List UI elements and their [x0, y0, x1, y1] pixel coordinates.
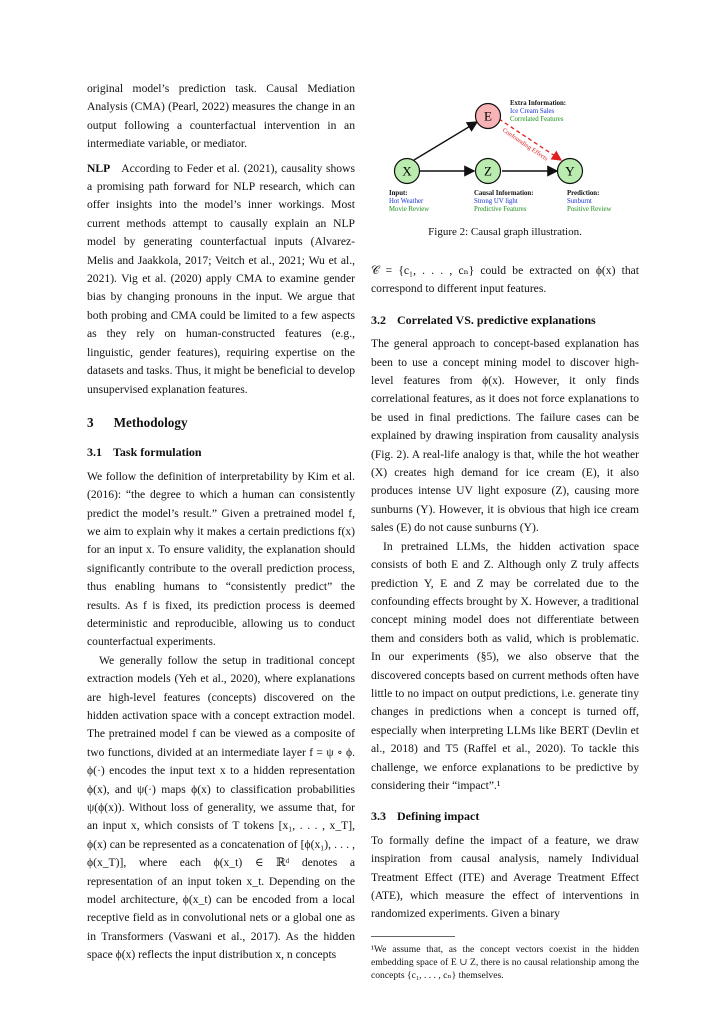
subsection-3-2-heading	[371, 311, 639, 329]
prediction-title: Prediction:	[567, 190, 600, 197]
node-z-label: Z	[484, 163, 492, 179]
subsection-3-1-heading	[87, 443, 355, 461]
subsection-title: Defining impact	[397, 809, 480, 824]
subsection-number: 3.2	[371, 312, 386, 327]
subsection-number: 3.1	[87, 445, 102, 460]
causal-graph-figure	[371, 92, 639, 242]
causal-graph-svg	[371, 92, 639, 222]
footnote-rule	[371, 936, 455, 937]
causal-info-line-2: Predictive Features	[474, 206, 527, 213]
paragraph-pretrained-llms: In pretrained LLMs, the hidden activation space consists of both E and Z. Although only Z truly affects prediction Y, E and Z may be correlated due to the confounding effects brought by X. However, a traditional concept mining model does not differentiate between them and considers both as valid, which is problematic. In our experiments (§5), we also observe that the discovered concepts based on current methods often have little to no impact on output predictions, i.e. generate tiny changes in predictions when a concept is turned off, especially when interpreting LLMs like BERT (Devlin et al., 2018) and T5 (Raffel et al., 2020). To tackle this challenge, we enforce explanations to be predictive by considering their “impact”.¹	[371, 539, 639, 792]
subsection-number: 3.3	[371, 809, 386, 824]
node-e-label: E	[484, 108, 492, 124]
subsection-title: Task formulation	[113, 445, 202, 460]
nlp-text: According to Feder et al. (2021), causality shows a promising path forward for NLP research, which can offer insights into the model’s inner workings. Most current methods attempt to causally explain an NLP model by generating counterfactual inputs (Alvarez-Melis and Jaakkola, 2017; Veitch et al., 2021; Wu et al., 2021). Vig et al. (2020) apply CMA to examine gender bias by changing pronouns in the input. We argue that both probing and CMA could be limited to a few aspects as they rely on human-constructed features (e.g., linguistic, gender features), requiring expertise on the datasets and tasks. Thus, it might be beneficial to develop unsupervised explanation features.	[87, 161, 355, 396]
paragraph-nlp	[87, 160, 355, 399]
prediction-line-2: Positive Review	[567, 206, 612, 213]
causal-info-title: Causal Information:	[474, 190, 534, 197]
paragraph-task-formulation: We follow the definition of interpretability by Kim et al. (2016): “the degree to which a human can consistently predict the model’s result.” Given a pretrained model f, we aim to explain why it makes a certain predictions f(x) for an input x. To ensure validity, the explanation should significantly contribute to the overall prediction process, thus enabling humans to “consistently predict” the results. As f is fixed, its prediction process is deemed deterministic and reproducible, allowing us to conduct counterfactual experiments.	[87, 469, 355, 649]
right-column	[371, 262, 639, 982]
subsection-3-3-heading	[371, 807, 639, 825]
edge-x-e	[414, 122, 477, 160]
section-title: Methodology	[113, 414, 188, 430]
figure-caption: Figure 2: Causal graph illustration.	[428, 226, 582, 238]
input-title: Input:	[389, 190, 408, 197]
section-number: 3	[87, 414, 94, 430]
input-line-1: Hot Weather	[389, 198, 424, 205]
prediction-line-1: Sunburnt	[567, 198, 592, 205]
node-y-label: Y	[565, 163, 575, 179]
extra-info-title: Extra Information:	[510, 100, 567, 107]
edge-e-y-confounding	[499, 119, 561, 160]
extra-info-line-2: Correlated Features	[510, 116, 564, 123]
footnote-1: ¹We assume that, as the concept vectors coexist in the hidden embedding space of E ∪ Z, there is no causal relationship among the concepts {c₁, . . . , cₙ} themselves.	[371, 943, 639, 981]
subsection-title: Correlated VS. predictive explanations	[397, 312, 596, 327]
nlp-run-in-heading: NLP	[87, 161, 111, 175]
causal-info-line-1: Strong UV light	[474, 198, 518, 205]
node-x-label: X	[402, 163, 412, 179]
paragraph-concept-extraction: We generally follow the setup in traditional concept extraction models (Yeh et al., 2020), where explanations are high-level features (concepts) discovered on the hidden activation space with a concept extraction model. The pretrained model f can be viewed as a composite of two functions, divided at an intermediate layer f = ψ ∘ ϕ. ϕ(·) encodes the input text x to a hidden representation ϕ(x), and ψ(·) maps ϕ(x) to classification probabilities ψ(ϕ(x)). Without loss of generality, we assume that, for an input x, which consists of T tokens [x₁, . . . , x_T], ϕ(x) can be represented as a concatenation of [ϕ(x₁), . . . , ϕ(x_T)], where each ϕ(x_t) ∈ ℝᵈ denotes a representation of an input token x_t. Depending on the model architecture, ϕ(x_t) can be encoded from a local receptive field as in convolutional nets or a global one as in Transformers (Vaswani et al., 2017). As the hidden space ϕ(x) reflects the input distribution x, n concepts	[87, 653, 355, 962]
paragraph-correlational: The general approach to concept-based explanation has been to use a concept mining model to discover high-level features from ϕ(x). However, it only finds correlational features, as it does not force explanations to be used in final predictions. The failure cases can be explained by drawing inspiration from causality analysis (Fig. 2). A real-life analogy is that, while the hot weather (X) creates high demand for ice cream (E), it also produces intense UV light exposure (Z), causing more sunburns (Y). However, it is obvious that high ice cream sales (E) do not cause sunburns (Y).	[371, 337, 639, 535]
paragraph-cma: original model’s prediction task. Causal Mediation Analysis (CMA) (Pearl, 2022) measures the change in an output following a counterfactual intervention in an intermediate variable, or mediator.	[87, 82, 355, 151]
extra-info-line-1: Ice Cream Sales	[510, 108, 555, 115]
confounding-label: Confounding Effects	[500, 126, 549, 163]
section-3-heading	[87, 414, 355, 432]
paragraph-concepts-set: 𝒞 = {c₁, . . . , cₙ} could be extracted on ϕ(x) that correspond to different input features.	[371, 264, 639, 296]
left-column	[87, 80, 355, 965]
input-line-2: Movie Review	[389, 206, 430, 213]
paragraph-defining-impact: To formally define the impact of a feature, we draw inspiration from causal analysis, namely Individual Treatment Effect (ITE) and Average Treatment Effect (ATE), which measure the effect of interventions in randomized experiments. Given a binary	[371, 833, 639, 921]
